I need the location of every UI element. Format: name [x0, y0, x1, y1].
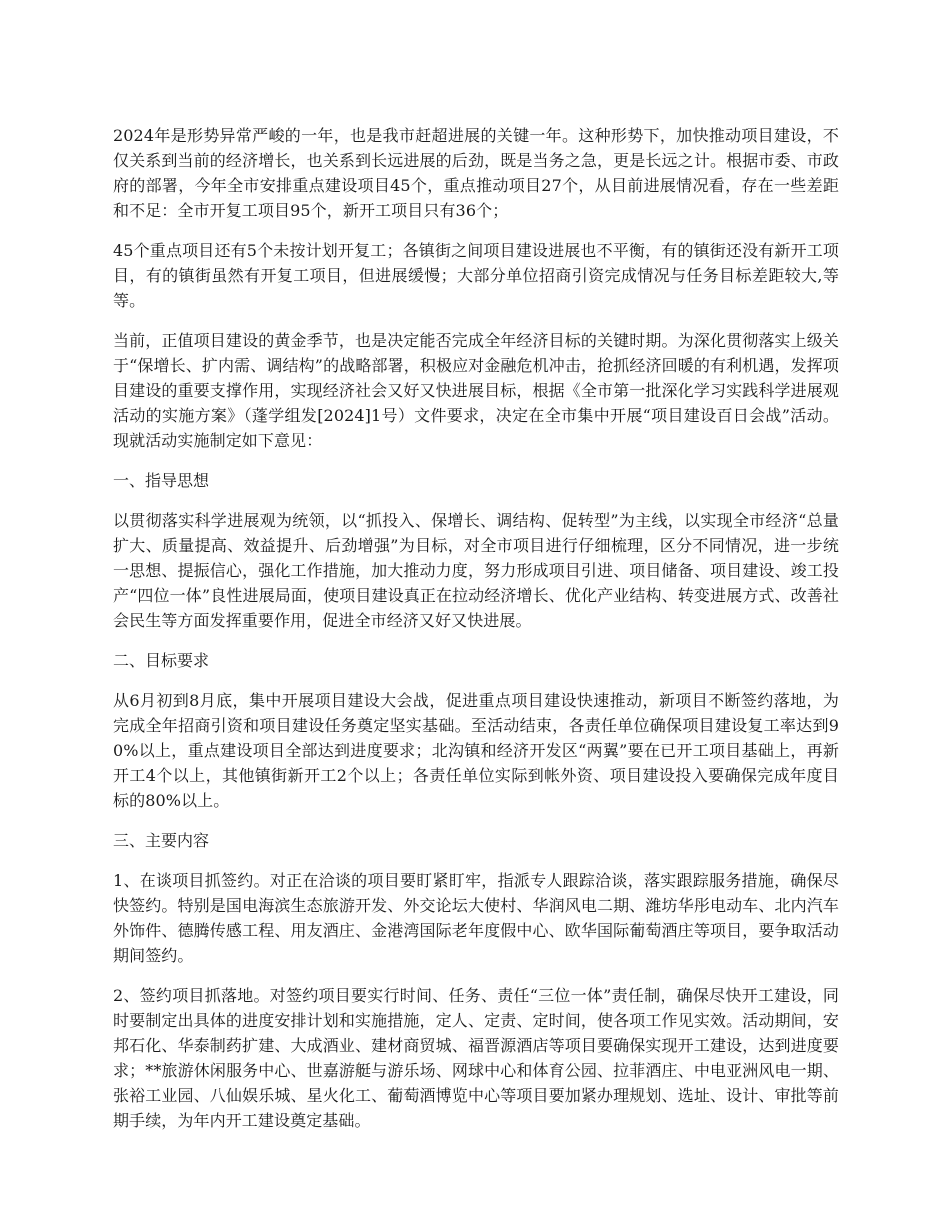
problems-paragraph: 45个重点项目还有5个未按计划开复工；各镇街之间项目建设进展也不平衡，有的镇街还没有新开工项目，有的镇街虽然有开复工项目，但进展缓慢；大部分单位招商引资完成情况与任务目标差距较大,等等。 [113, 241, 839, 310]
background-paragraph: 当前，正值项目建设的黄金季节，也是决定能否完成全年经济目标的关键时期。为深化贯彻落实上级关于“保增长、扩内需、调结构”的战略部署，积极应对金融危机冲击，抢抓经济回暖的有利机遇，发挥项目建设的重要支撑作用，实现经济社会又好又快进展目标，根据《全市第一批深化学习实践科学进展观活动的实施方案》（蓬学组发[2024]1号）文件要求，决定在全市集中开展“项目建设百日会战”活动。现就活动实施制定如下意见： [113, 331, 839, 450]
intro-paragraph: 2024年是形势异常严峻的一年，也是我市赶超进展的关键一年。这种形势下，加快推动项目建设，不仅关系到当前的经济增长，也关系到长远进展的后劲，既是当务之急，更是长远之计。根据市委、市政府的部署，今年全市安排重点建设项目45个，重点推动项目27个，从目前进展情况看，存在一些差距和不足：全市开复工项目95个，新开工项目只有36个； [113, 126, 839, 220]
section-heading-guiding-thought: 一、指导思想 [113, 471, 210, 490]
section-heading-goals: 二、目标要求 [113, 651, 210, 670]
content-item-1: 1、在谈项目抓签约。对正在洽谈的项目要盯紧盯牢，指派专人跟踪洽谈，落实跟踪服务措施，确保尽快签约。特别是国电海滨生态旅游开发、外交论坛大使村、华润风电二期、潍坊华彤电动车、北内汽车外饰件、德腾传感工程、用友酒庄、金港湾国际老年度假中心、欧华国际葡萄酒庄等项目，要争取活动期间签约。 [113, 871, 839, 965]
section-heading-main-content: 三、主要内容 [113, 831, 210, 850]
document-body [113, 123, 839, 1148]
goals-paragraph: 从6月初到8月底，集中开展项目建设大会战，促进重点项目建设快速推动，新项目不断签约落地，为完成全年招商引资和项目建设任务奠定坚实基础。至活动结束，各责任单位确保项目建设复工率达到90%以上，重点建设项目全部达到进度要求；北沟镇和经济开发区“两翼”要在已开工项目基础上，再新开工4个以上，其他镇街新开工2个以上；各责任单位实际到帐外资、项目建设投入要确保完成年度目标的80%以上。 [113, 691, 839, 810]
guiding-thought-paragraph: 以贯彻落实科学进展观为统领，以“抓投入、保增长、调结构、促转型”为主线，以实现全市经济“总量扩大、质量提高、效益提升、后劲增强”为目标，对全市项目进行仔细梳理，区分不同情况，进一步统一思想、提振信心，强化工作措施，加大推动力度，努力形成项目引进、项目储备、项目建设、竣工投产“四位一体”良性进展局面，使项目建设真正在拉动经济增长、优化产业结构、转变进展方式、改善社会民生等方面发挥重要作用，促进全市经济又好又快进展。 [113, 511, 839, 630]
content-item-2: 2、签约项目抓落地。对签约项目要实行时间、任务、责任“三位一体”责任制，确保尽快开工建设，同时要制定出具体的进度安排计划和实施措施，定人、定责、定时间，使各项工作见实效。活动期间，安邦石化、华泰制药扩建、大成酒业、建材商贸城、福晋源酒店等项目要确保实现开工建设，达到进度要求；**旅游休闲服务中心、世嘉游艇与游乐场、网球中心和体育公园、拉菲酒庄、中电亚洲风电一期、张裕工业园、八仙娱乐城、星火化工、葡萄酒博览中心等项目要加紧办理规划、选址、设计、审批等前期手续，为年内开工建设奠定基础。 [113, 986, 839, 1130]
